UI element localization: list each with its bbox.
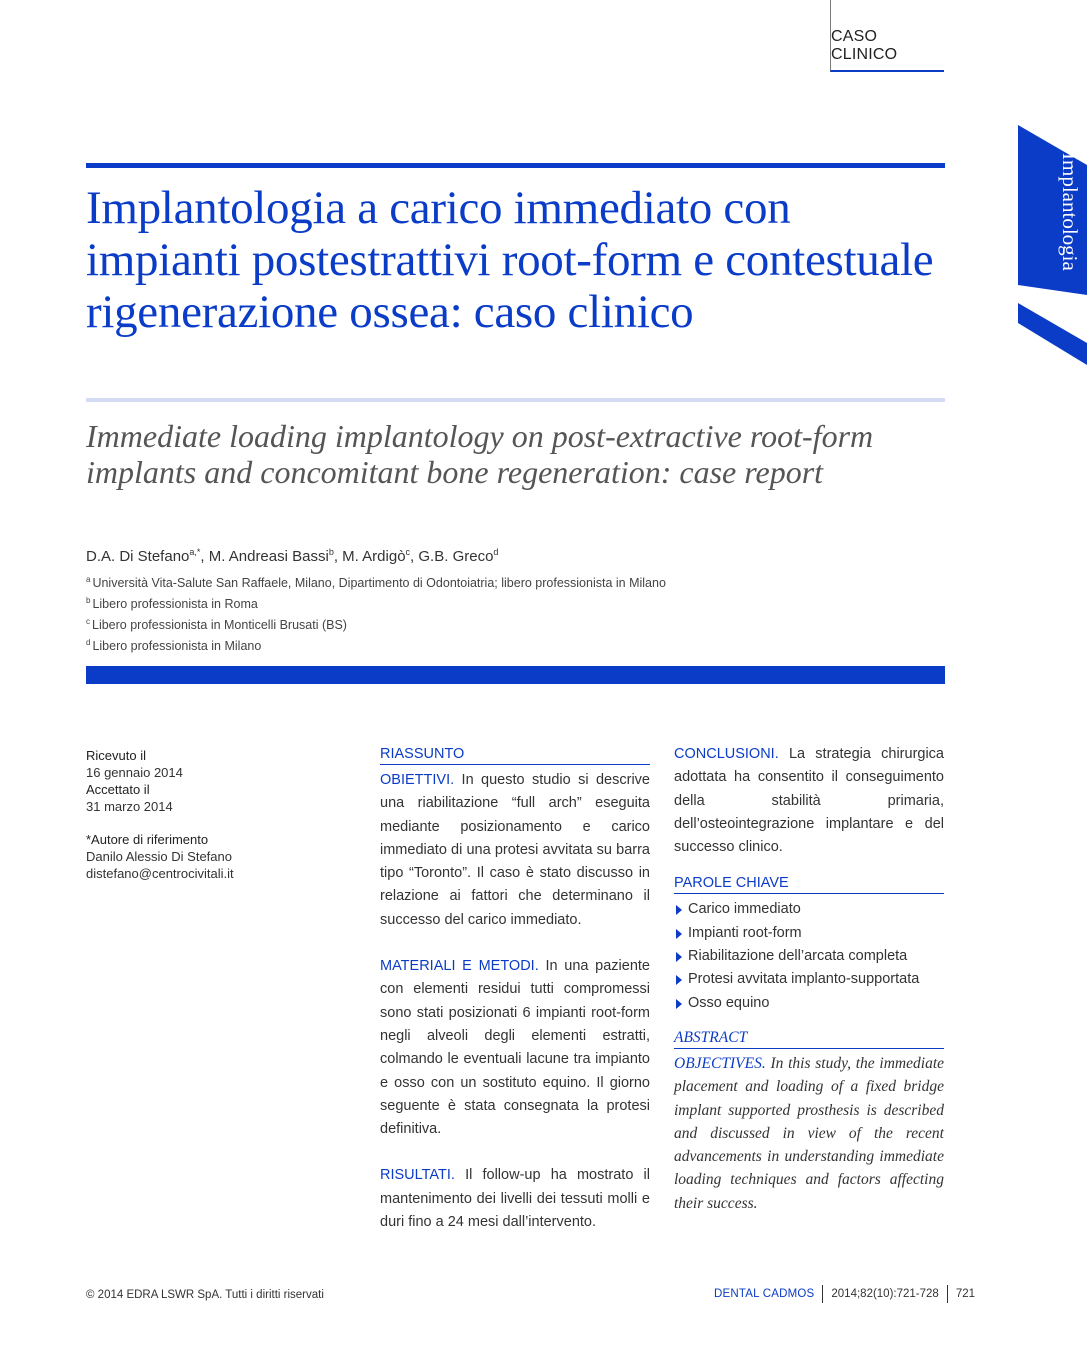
riassunto-heading: RIASSUNTO (380, 744, 650, 765)
triangle-bullet-icon (676, 975, 682, 985)
objectives-label: OBJECTIVES. (674, 1054, 766, 1072)
corresponding-label: *Autore di riferimento (86, 832, 209, 847)
keyword-list (674, 898, 944, 1014)
affiliation-item: $^a$ Università Vita-Salute San Raffaele, Milano, Dipartimento di Odontoiatria; libero professionista in Milano (86, 575, 666, 591)
footer-separator (947, 1285, 948, 1303)
page-number: 721 (955, 1288, 975, 1300)
triangle-bullet-icon (676, 952, 682, 962)
footer-citation (714, 1285, 975, 1303)
section-tag (830, 0, 944, 72)
author-sup: b (328, 547, 334, 557)
author-name: M. Andreasi Bassi (208, 548, 329, 565)
title-divider-rule (86, 398, 945, 402)
side-tab-label: Implantologia (1058, 153, 1082, 271)
author-name: G.B. Greco (418, 548, 494, 565)
article-title-english: Immediate loading implantology on post-extractive root-form implants and concomitant bone regeneration: case report (86, 418, 874, 490)
affiliation-item: $^b$ Libero professionista in Roma (86, 596, 258, 612)
accepted-label: Accettato il (86, 782, 150, 797)
materiali-label: MATERIALI E METODI. (380, 958, 539, 975)
footer-copyright: © 2014 EDRA LSWR SpA. Tutti i diritti riservati (86, 1289, 324, 1301)
corresponding-name: Danilo Alessio Di Stefano (86, 849, 232, 864)
corresponding-email[interactable]: distefano@centrocivitali.it (86, 866, 234, 881)
risultati-label: RISULTATI. (380, 1167, 455, 1184)
header-band (86, 666, 945, 684)
footer-separator (822, 1285, 823, 1303)
parole-chiave-heading: PAROLE CHIAVE (674, 873, 944, 894)
affiliation-item: $^c$ Libero professionista in Monticelli Brusati (BS) (86, 617, 347, 633)
title-top-rule (86, 163, 945, 168)
obiettivi-label: OBIETTIVI. (380, 772, 455, 788)
author-list: D.A. Di Stefano$^{a,*}$, M. Andreasi Bassi$^b$, M. Ardigò$^c$, G.B. Greco$^d$ (86, 547, 499, 565)
keyword-item: Riabilitazione dell’arcata completa (674, 945, 944, 968)
received-date: 16 gennaio 2014 (86, 765, 183, 780)
keyword-item: Impianti root-form (674, 922, 944, 945)
author-sup: c (405, 547, 411, 557)
side-tab (1018, 125, 1087, 365)
abstract-heading: ABSTRACT (674, 1028, 944, 1049)
article-title: Implantologia a carico immediato con impianti postestrattivi root-form e contestuale rigenerazione ossea: caso clinico (86, 182, 934, 338)
triangle-bullet-icon (676, 929, 682, 939)
risultati-paragraph: RISULTATI. Il follow-up ha mostrato il mantenimento dei livelli dei tessuti molli e duri fino a 24 mesi dall’intervento. (380, 1167, 650, 1231)
side-tab-graphic (1018, 125, 1087, 365)
accepted-date: 31 marzo 2014 (86, 799, 173, 814)
materiali-paragraph: MATERIALI E METODI. In una paziente con elementi residui tutti compromessi sono stati posizionati 6 impianti root-form negli alveoli degli elementi estratti, colmando le eventuali lacune tra impianto e osso con un sostituto equino. Il giorno seguente è stata consegnata la protesi definitiva. (380, 958, 650, 1138)
author-name: D.A. Di Stefano (86, 548, 190, 565)
conclusioni-label: CONCLUSIONI. (674, 746, 779, 762)
affiliation-list (86, 571, 666, 656)
section-tag-label: CASO CLINICO (831, 28, 898, 63)
obiettivi-paragraph: OBIETTIVI. In questo studio si descrive una riabilitazione “full arch” eseguita mediante posizionamento e carico immediato di una protesi avvitata su barra tipo “Toronto”. Il caso è stato discusso in relazione ai fattori che determinano il successo del carico immediato. (380, 772, 650, 928)
objectives-paragraph: OBJECTIVES. In this study, the immediate placement and loading of a fixed bridge implant supported prosthesis is described and discussed in view of the recent advancements in understanding immediate loading techniques and factors affecting their success. (674, 1054, 944, 1212)
keyword-item: Protesi avvitata implanto-supportata (674, 968, 944, 991)
riassunto-column (380, 744, 650, 1234)
keyword-item: Carico immediato (674, 898, 944, 921)
author-sup: a,* (189, 547, 201, 557)
keyword-item: Osso equino (674, 992, 944, 1015)
triangle-bullet-icon (676, 999, 682, 1009)
received-label: Ricevuto il (86, 748, 146, 763)
author-name: M. Ardigò (342, 548, 406, 565)
journal-name: DENTAL CADMOS (714, 1288, 815, 1300)
triangle-bullet-icon (676, 905, 682, 915)
affiliation-item: $^d$ Libero professionista in Milano (86, 638, 262, 654)
citation-text: 2014;82(10):721-728 (831, 1288, 939, 1300)
right-column (674, 743, 944, 1215)
author-sup: d (493, 547, 499, 557)
article-info (86, 747, 346, 882)
conclusioni-paragraph: CONCLUSIONI. La strategia chirurgica adottata ha consentito il conseguimento della stabilità primaria, dell’osteointegrazione implantare e del successo clinico. (674, 746, 944, 856)
